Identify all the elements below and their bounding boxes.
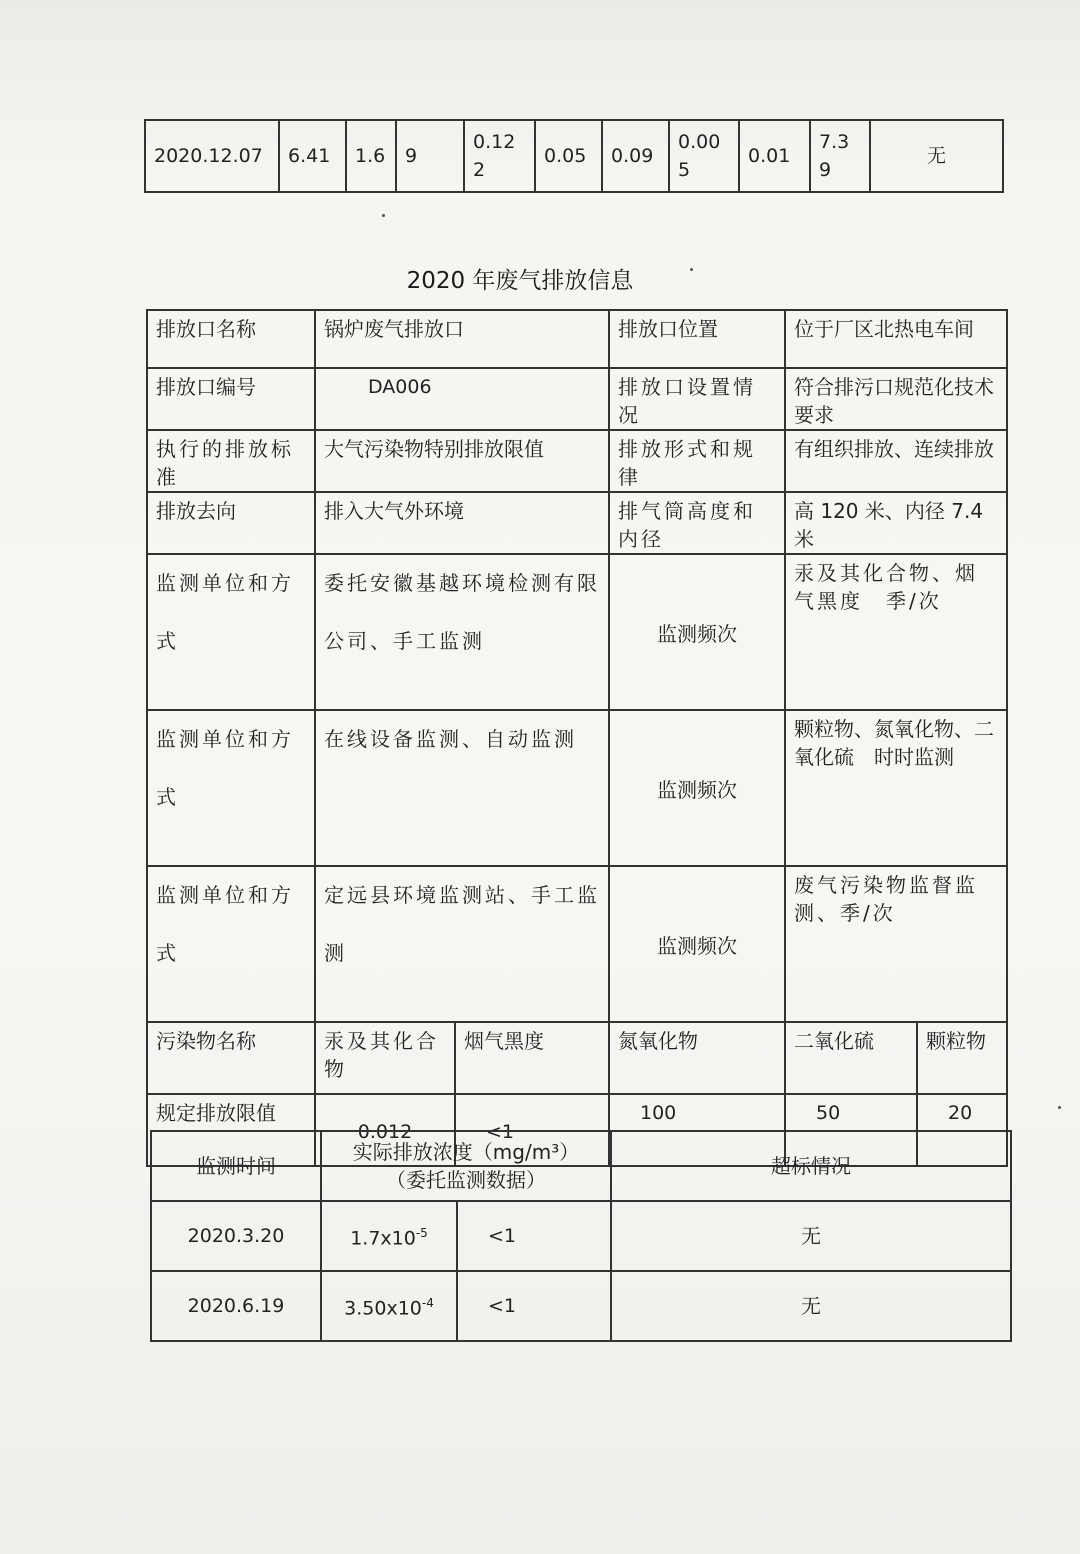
label-outlet-location: 排放口位置 (609, 310, 785, 368)
cell-value: 0.122 (464, 120, 535, 192)
value-frequency: 废气污染物监督监测、季/次 (785, 866, 1007, 1022)
table-row (151, 1201, 1011, 1271)
monitoring-row (147, 710, 1007, 866)
value-monitoring: 定远县环境监测站、手工监 测 (315, 866, 609, 1022)
label-standard: 执行的排放标准 (147, 430, 315, 492)
label-monitoring: 监测单位和方 式 (147, 554, 315, 710)
cell-exceed: 无 (870, 120, 1003, 192)
table-row (147, 492, 1007, 554)
table-row (151, 1131, 1011, 1201)
result-exceedance: 无 (611, 1271, 1011, 1341)
value-outlet-location: 位于厂区北热电车间 (785, 310, 1007, 368)
value-monitoring: 委托安徽基越环境检测有限 公司、手工监测 (315, 554, 609, 710)
limit-value: <1 (455, 1094, 609, 1166)
label-actual-concentration: 实际排放浓度（mg/m³） （委托监测数据） (321, 1131, 611, 1201)
label-monitoring-time: 监测时间 (151, 1131, 321, 1201)
result-date: 2020.3.20 (151, 1201, 321, 1271)
result-concentration: $1.7x10^{-5}$ (321, 1201, 457, 1271)
label-outlet-setup: 排放口设置情况 (609, 368, 785, 430)
value-standard: 大气污染物特别排放限值 (315, 430, 609, 492)
cell-value: 0.09 (602, 120, 669, 192)
value-outlet-code: DA006 (315, 368, 609, 430)
monitoring-results-table (150, 1130, 1012, 1342)
monitoring-row (147, 554, 1007, 710)
label-stack: 排气筒高度和内径 (609, 492, 785, 554)
label-direction: 排放去向 (147, 492, 315, 554)
label-monitoring: 监测单位和方 式 (147, 866, 315, 1022)
pollutant-name: 氮氧化物 (609, 1022, 785, 1094)
pollutant-name: 二氧化硫 (785, 1022, 917, 1094)
result-smoke: <1 (457, 1201, 611, 1271)
cell-value: 9 (396, 120, 464, 192)
table-row (147, 368, 1007, 430)
table-row (145, 120, 1003, 192)
emission-info-table (146, 309, 1008, 1167)
label-pollutant-name: 污染物名称 (147, 1022, 315, 1094)
table-row (147, 310, 1007, 368)
cell-value: 0.005 (669, 120, 739, 192)
value-form: 有组织排放、连续排放 (785, 430, 1007, 492)
table-row (147, 430, 1007, 492)
label-monitoring: 监测单位和方 式 (147, 710, 315, 866)
value-monitoring: 在线设备监测、自动监测 (315, 710, 609, 866)
limit-value: 0.012 (315, 1094, 455, 1166)
limit-value: 50 (785, 1094, 917, 1166)
scan-speck (382, 214, 385, 217)
scan-speck (1058, 1106, 1061, 1109)
cell-value: 0.05 (535, 120, 602, 192)
cell-value: 7.39 (810, 120, 870, 192)
pollutant-name: 颗粒物 (917, 1022, 1007, 1094)
prior-data-table (144, 119, 1004, 193)
value-frequency: 汞及其化合物、烟气黑度 季/次 (785, 554, 1007, 710)
label-outlet-code: 排放口编号 (147, 368, 315, 430)
label-frequency: 监测频次 (609, 554, 785, 710)
pollutant-name: 烟气黑度 (455, 1022, 609, 1094)
table-row (151, 1271, 1011, 1341)
value-frequency: 颗粒物、氮氧化物、二氧化硫 时时监测 (785, 710, 1007, 866)
label-emission-limit: 规定排放限值 (147, 1094, 315, 1166)
result-concentration: $3.50x10^{-4}$ (321, 1271, 457, 1341)
value-direction: 排入大气外环境 (315, 492, 609, 554)
section-title: 2020 年废气排放信息 (406, 268, 634, 294)
scan-speck (690, 268, 693, 271)
label-exceedance: 超标情况 (611, 1131, 1011, 1201)
limit-value: 100 (609, 1094, 785, 1166)
value-outlet-name: 锅炉废气排放口 (315, 310, 609, 368)
value-stack: 高 120 米、内径 7.4 米 (785, 492, 1007, 554)
cell-date: 2020.12.07 (145, 120, 279, 192)
cell-value: 6.41 (279, 120, 346, 192)
cell-value: 0.01 (739, 120, 810, 192)
label-frequency: 监测频次 (609, 866, 785, 1022)
pollutant-name: 汞及其化合物 (315, 1022, 455, 1094)
cell-value: 1.6 (346, 120, 396, 192)
label-frequency: 监测频次 (609, 710, 785, 866)
table-row (147, 1022, 1007, 1094)
value-outlet-setup: 符合排污口规范化技术要求 (785, 368, 1007, 430)
label-form: 排放形式和规律 (609, 430, 785, 492)
limit-value: 20 (917, 1094, 1007, 1166)
label-outlet-name: 排放口名称 (147, 310, 315, 368)
result-exceedance: 无 (611, 1201, 1011, 1271)
result-smoke: <1 (457, 1271, 611, 1341)
monitoring-row (147, 866, 1007, 1022)
result-date: 2020.6.19 (151, 1271, 321, 1341)
